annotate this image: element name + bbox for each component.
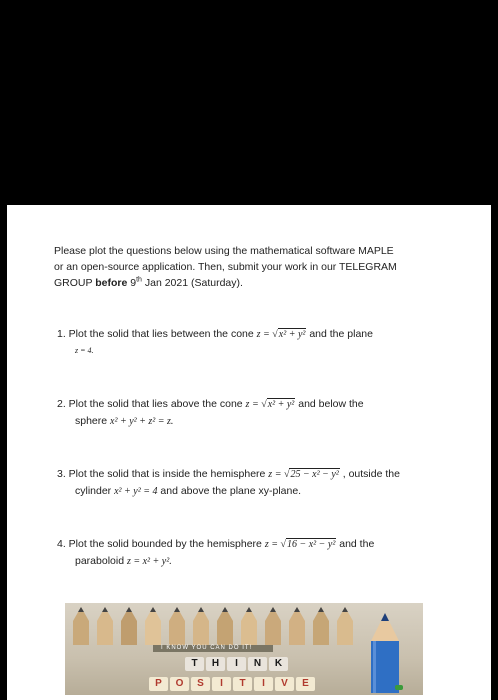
- q1-radicand: x² + y²: [278, 329, 306, 340]
- q1-text-end: and the plane: [306, 328, 373, 340]
- positive-letter-tile: V: [275, 677, 294, 691]
- q3-text-3: and above the plane xy-plane.: [157, 485, 302, 497]
- positive-letter-tile: O: [170, 677, 189, 691]
- q1-line-2: z = 4.: [75, 346, 94, 355]
- sqrt-symbol: √: [272, 329, 278, 340]
- intro-date-rest: Jan 2021 (Saturday).: [141, 277, 243, 289]
- pencil-icon: [95, 607, 115, 645]
- intro-line-1: Please plot the questions below using the mathematical software MAPLE: [54, 245, 394, 257]
- intro-bold-before: before: [95, 277, 128, 289]
- think-letter-tile: N: [248, 657, 267, 671]
- q1-eq-lhs: z =: [256, 329, 273, 340]
- q4-text: 4. Plot the solid bounded by the hemisphere: [57, 538, 265, 550]
- q2-sphere-eq: x² + y² + z² = z.: [110, 416, 174, 427]
- q4-text-end: and the: [336, 538, 375, 550]
- question-4: [57, 536, 374, 570]
- sqrt-symbol: √: [261, 399, 267, 410]
- think-letter-tile: T: [185, 657, 204, 671]
- positive-letter-tile: T: [233, 677, 252, 691]
- q4-paraboloid-eq: z = x² + y².: [126, 556, 172, 567]
- q2-eq-lhs: z =: [245, 399, 262, 410]
- motivational-banner: [65, 603, 423, 695]
- pencil-icon: [71, 607, 91, 645]
- pencil-icon: [191, 607, 211, 645]
- green-marker: [395, 685, 403, 690]
- q2-text-2: sphere: [75, 415, 111, 427]
- question-2: [57, 396, 364, 430]
- sqrt-symbol: √: [280, 539, 286, 550]
- tagline: I KNOW YOU CAN DO IT!: [161, 645, 253, 651]
- document-page: [7, 205, 491, 700]
- intro-line-2: or an open-source application. Then, submit your work in our TELEGRAM: [54, 261, 397, 273]
- pencil-icon: [119, 607, 139, 645]
- q4-eq-lhs: z =: [264, 539, 281, 550]
- intro-date-day: 9: [127, 277, 137, 289]
- q3-text-end: , outside the: [339, 468, 400, 480]
- intro-line-3: [54, 275, 397, 291]
- q4-text-2: paraboloid: [75, 555, 127, 567]
- q2-line-2: [75, 413, 364, 430]
- q1-line-1: [57, 326, 373, 343]
- pencil-icon: [143, 607, 163, 645]
- q2-radicand: x² + y²: [267, 399, 295, 410]
- intro-date-suffix: th: [136, 276, 142, 284]
- pencil-icon: [335, 607, 355, 645]
- intro-paragraph: [54, 243, 397, 291]
- pencil-icon: [215, 607, 235, 645]
- blue-pencil-icon: [365, 611, 405, 693]
- q3-radicand: 25 − x² − y²: [290, 469, 339, 480]
- q4-line-1: [57, 536, 374, 553]
- think-tiles: [185, 657, 288, 671]
- q2-text: 2. Plot the solid that lies above the cone: [57, 398, 246, 410]
- q2-line-1: [57, 396, 364, 413]
- q3-line-2: [75, 483, 400, 500]
- q3-text: 3. Plot the solid that is inside the hemisphere: [57, 468, 269, 480]
- think-letter-tile: H: [206, 657, 225, 671]
- q1-text: 1. Plot the solid that lies between the cone: [57, 328, 257, 340]
- q2-text-end: and below the: [295, 398, 364, 410]
- intro-text: GROUP: [54, 277, 96, 289]
- q3-line-1: [57, 466, 400, 483]
- pencil-icon: [263, 607, 283, 645]
- think-letter-tile: I: [227, 657, 246, 671]
- question-1: [57, 326, 373, 359]
- think-letter-tile: K: [269, 657, 288, 671]
- pencil-icon: [287, 607, 307, 645]
- question-3: [57, 466, 400, 500]
- positive-letter-tile: I: [212, 677, 231, 691]
- q4-line-2: [75, 553, 374, 570]
- positive-letter-tile: S: [191, 677, 210, 691]
- positive-letter-tile: P: [149, 677, 168, 691]
- sqrt-symbol: √: [283, 469, 290, 480]
- positive-letter-tile: I: [254, 677, 273, 691]
- q3-text-2: cylinder: [75, 485, 115, 497]
- pencil-icon: [239, 607, 259, 645]
- positive-tiles: [149, 677, 315, 691]
- positive-letter-tile: E: [296, 677, 315, 691]
- q4-radicand: 16 − x² − y²: [286, 539, 336, 550]
- pencil-icon: [311, 607, 331, 645]
- pencil-icon: [167, 607, 187, 645]
- q3-cylinder-eq: x² + y² = 4: [114, 486, 158, 497]
- q3-eq-lhs: z =: [268, 469, 284, 480]
